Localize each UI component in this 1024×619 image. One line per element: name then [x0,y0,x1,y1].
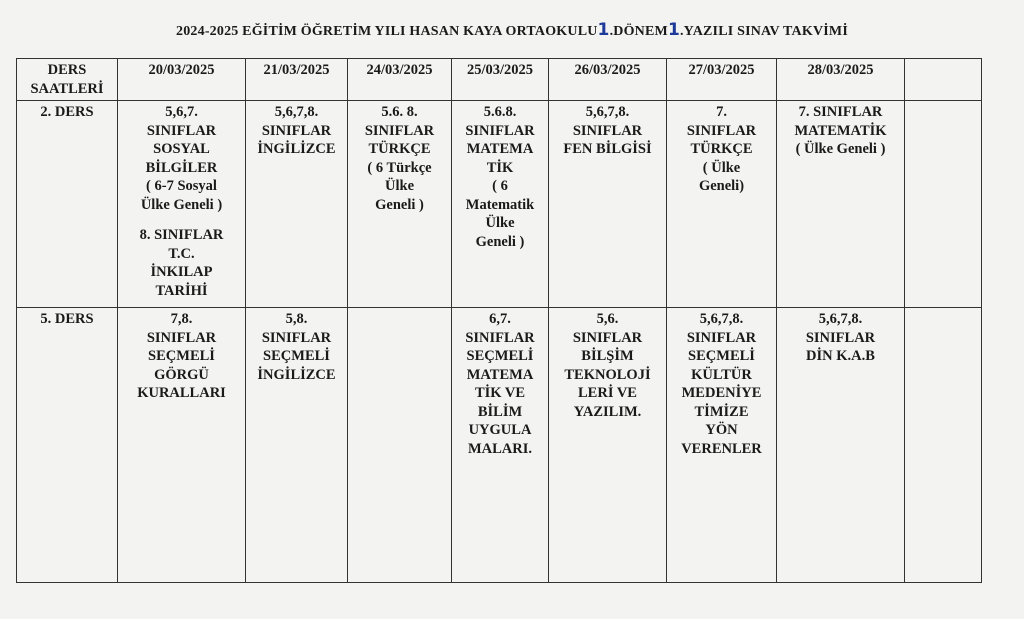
exam-cell-line: SINIFLAR [465,122,535,139]
exam-cell [246,101,348,308]
exam-cell-line: İNKILAP [150,264,213,280]
exam-number: 1 [667,20,680,40]
header-row [17,59,982,101]
exam-cell-line: SINIFLAR [572,122,643,139]
period-label: 2. DERS [17,101,118,308]
exam-cell-line: MATEMA [466,366,534,383]
exam-cell [348,308,452,583]
exam-cell-line: SINIFLAR [146,122,217,139]
exam-cell-line: Ülke Geneli ) [140,196,223,213]
date-header: 28/03/2025 [777,59,905,101]
exam-cell-line: MALARI. [467,440,533,457]
exam-cell-line: SEÇMELİ [148,348,215,364]
exam-cell-line: SINIFLAR [805,329,876,346]
exam-cell-line: SOSYAL [153,141,210,157]
exam-cell [777,308,905,583]
exam-cell-line: YAZILIM. [573,403,642,420]
date-header [905,59,982,101]
exam-cell-line: ( Ülke [702,159,741,176]
exam-cell-line: VERENLER [681,440,762,457]
exam-cell-line: İNGİLİZCE [257,366,336,383]
exam-cell-line: 6,7. [489,311,511,327]
exam-cell [667,308,777,583]
exam-cell-line: 5,6,7. [165,104,198,120]
exam-cell-line: 5,8. [285,311,308,327]
exam-cell-line: Geneli ) [375,196,424,213]
exam-cell-line: UYGULA [468,422,532,438]
title-prefix: 2024-2025 EĞİTİM ÖĞRETİM YILI HASAN KAYA ORTAOKULU [176,24,598,39]
exam-cell-line: TEKNOLOJİ [564,366,651,383]
exam-cell-line: ( 6-7 Sosyal [146,178,217,194]
exam-cell [905,308,982,583]
exam-cell [777,101,905,308]
date-header: 27/03/2025 [667,59,777,101]
document-title [0,20,1024,40]
exam-cell-line: GÖRGÜ [154,366,209,383]
exam-cell-line: DİN K.A.B [806,348,875,364]
exam-cell-line: 7. [716,104,727,120]
term-number: 1 [597,20,610,40]
exam-cell [905,101,982,308]
exam-cell-line: 5,6. [596,311,619,327]
date-header: 21/03/2025 [246,59,348,101]
exam-cell-line: İNGİLİZCE [257,141,336,157]
exam-cell-line: TÜRKÇE [368,141,431,157]
exam-cell-line: SINIFLAR [465,329,535,346]
exam-cell-line: TİK VE [474,385,526,401]
exam-cell-line: ( Ülke Geneli ) [795,141,886,157]
exam-cell-line: Matematik [465,196,535,213]
exam-cell-line: 8. SINIFLAR [139,227,224,243]
exam-cell [549,101,667,308]
title-mid: .DÖNEM [609,24,668,39]
exam-cell-line: SEÇMELİ [263,348,330,364]
exam-cell [452,308,549,583]
exam-cell-line: SEÇMELİ [688,348,755,364]
exam-cell-line: TARİHİ [155,282,208,299]
exam-cell-line: YÖN [705,422,738,438]
exam-cell-line: SINIFLAR [146,329,217,346]
exam-cell-line: SINIFLAR [261,122,332,139]
date-header: 26/03/2025 [549,59,667,101]
exam-cell-line: LERİ VE [578,385,637,401]
exam-cell-line: TİMİZE [694,403,749,420]
exam-cell-line: 5,6,7,8. [818,311,863,327]
exam-cell-line: TÜRKÇE [690,141,753,157]
exam-cell-line: MATEMA [466,141,534,157]
exam-cell-line: Geneli ) [475,233,525,250]
exam-cell [118,101,246,308]
date-header: 24/03/2025 [348,59,452,101]
exam-cell-line: T.C. [168,245,195,262]
period-header [17,59,118,101]
exam-cell-line: 5,6,7,8. [585,104,630,120]
exam-cell-line: 5,6,7,8. [699,311,744,327]
exam-cell-line: Geneli) [698,178,745,194]
exam-cell-line: MATEMATİK [794,122,887,139]
exam-cell-line: SINIFLAR [261,329,332,346]
exam-cell-line: ( 6 [492,178,508,194]
exam-cell-line: KURALLARI [137,385,226,401]
exam-cell-line: 5.6. 8. [381,104,418,120]
exam-cell [549,308,667,583]
exam-cell-line: BİLİM [477,403,523,420]
exam-cell [452,101,549,308]
period-header-line-2: SAATLERİ [30,80,104,97]
table-row [17,308,982,583]
exam-cell-line: 5.6.8. [483,104,517,120]
exam-cell-line: 7. SINIFLAR [798,104,883,120]
exam-cell-line: SINIFLAR [364,122,435,139]
exam-cell-line: SEÇMELİ [466,348,534,364]
date-header: 25/03/2025 [452,59,549,101]
exam-cell-line: SINIFLAR [686,329,757,346]
exam-cell-line: ( 6 Türkçe [367,159,432,176]
table-row [17,101,982,308]
exam-cell [118,308,246,583]
exam-cell-line: MEDENİYE [681,385,762,401]
exam-cell-line: KÜLTÜR [691,366,752,383]
exam-cell-line: SINIFLAR [686,122,757,139]
exam-cell-line: 7,8. [170,311,193,327]
exam-cell-line: TİK [486,159,514,176]
exam-cell [348,101,452,308]
exam-cell-line: FEN BİLGİSİ [563,141,652,157]
title-suffix: .YAZILI SINAV TAKVİMİ [679,24,848,39]
exam-cell-line [121,214,242,226]
exam-cell [667,101,777,308]
date-header: 20/03/2025 [118,59,246,101]
exam-cell-line: BİLŞİM [581,348,634,364]
exam-cell-line: Ülke [385,178,414,194]
exam-cell-line: SINIFLAR [572,329,643,346]
exam-cell-line: 5,6,7,8. [274,104,319,120]
exam-cell [246,308,348,583]
exam-cell-line: BİLGİLER [145,159,218,176]
exam-schedule-table [16,58,982,583]
period-label: 5. DERS [17,308,118,583]
exam-cell-line: Ülke [485,215,515,231]
period-header-line-1: DERS [47,62,87,78]
